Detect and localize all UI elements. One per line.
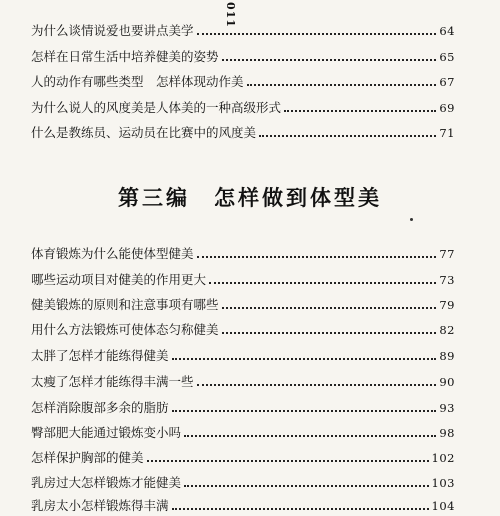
dot-leader xyxy=(197,29,437,35)
toc-entry-title: 怎样消除腹部多余的脂肪 xyxy=(31,400,169,415)
toc-entry xyxy=(31,271,455,289)
toc-entry xyxy=(31,73,455,91)
toc-entry-page: 90 xyxy=(439,375,455,389)
toc-entry-title: 健美锻炼的原则和注意事项有哪些 xyxy=(31,297,219,312)
margin-mark: 011 xyxy=(224,2,237,28)
toc-entry-page: 102 xyxy=(431,451,455,465)
toc-entry-page: 93 xyxy=(439,401,455,415)
toc-entry-page: 104 xyxy=(431,499,455,513)
dot-leader xyxy=(172,406,437,412)
toc-entry xyxy=(31,99,455,117)
toc-entry-title: 体育锻炼为什么能使体型健美 xyxy=(31,246,194,261)
toc-entry-page: 69 xyxy=(439,101,455,115)
toc-entry-title: 用什么方法锻炼可使体态匀称健美 xyxy=(31,322,219,337)
toc-entry xyxy=(31,373,455,391)
scan-speck xyxy=(410,218,413,221)
toc-entry-page: 89 xyxy=(439,349,455,363)
toc-entry xyxy=(31,124,455,142)
dot-leader xyxy=(197,380,437,386)
toc-entry xyxy=(31,347,455,365)
toc-entry-page: 73 xyxy=(439,273,455,287)
dot-leader xyxy=(222,55,437,61)
toc-entry-title: 为什么谈情说爱也要讲点美学 xyxy=(31,23,194,38)
toc-entry xyxy=(31,399,455,417)
toc-entry xyxy=(31,245,455,263)
toc-entry xyxy=(31,424,455,442)
dot-leader xyxy=(209,278,436,284)
toc-entry xyxy=(31,474,455,492)
toc-entry-page: 82 xyxy=(439,323,455,337)
toc-entry xyxy=(31,321,455,339)
toc-entry xyxy=(31,48,455,66)
toc-entry-title: 乳房过大怎样锻炼才能健美 xyxy=(31,475,182,490)
dot-leader xyxy=(184,431,436,437)
toc-entry-title: 乳房太小怎样锻炼得丰满 xyxy=(31,498,169,513)
toc-entry-page: 79 xyxy=(439,298,455,312)
dot-leader xyxy=(184,481,429,487)
toc-entry-title: 太瘦了怎样才能练得丰满一些 xyxy=(31,374,194,389)
dot-leader xyxy=(172,504,429,510)
toc-entry xyxy=(31,449,455,467)
dot-leader xyxy=(222,328,437,334)
toc-entry-page: 71 xyxy=(439,126,455,140)
toc-entry-page: 67 xyxy=(439,75,455,89)
dot-leader xyxy=(222,303,437,309)
toc-entry-page: 65 xyxy=(439,50,455,64)
toc-entry-page: 64 xyxy=(439,24,455,38)
toc-entry-title: 人的动作有哪些类型 怎样体现动作美 xyxy=(31,74,244,89)
dot-leader xyxy=(247,80,437,86)
toc-entry-title: 怎样保护胸部的健美 xyxy=(31,450,144,465)
toc-entry xyxy=(31,497,455,515)
toc-entry-title: 为什么说人的风度美是人体美的一种高级形式 xyxy=(31,100,282,115)
toc-entry-title: 什么是教练员、运动员在比赛中的风度美 xyxy=(31,125,257,140)
toc-entry-title: 怎样在日常生活中培养健美的姿势 xyxy=(31,49,219,64)
part-heading: 第三编 怎样做到体型美 xyxy=(118,185,382,210)
toc-entry-title: 臀部肥大能通过锻炼变小吗 xyxy=(31,425,182,440)
toc-entry-page: 98 xyxy=(439,426,455,440)
toc-entry xyxy=(31,296,455,314)
dot-leader xyxy=(259,131,436,137)
toc-entry-title: 太胖了怎样才能练得健美 xyxy=(31,348,169,363)
toc-entry-page: 103 xyxy=(431,476,455,490)
dot-leader xyxy=(147,456,429,462)
dot-leader xyxy=(284,106,436,112)
toc-entry-page: 77 xyxy=(439,247,455,261)
dot-leader xyxy=(172,354,437,360)
toc-entry-title: 哪些运动项目对健美的作用更大 xyxy=(31,272,207,287)
dot-leader xyxy=(197,252,437,258)
toc-entry xyxy=(31,22,455,40)
